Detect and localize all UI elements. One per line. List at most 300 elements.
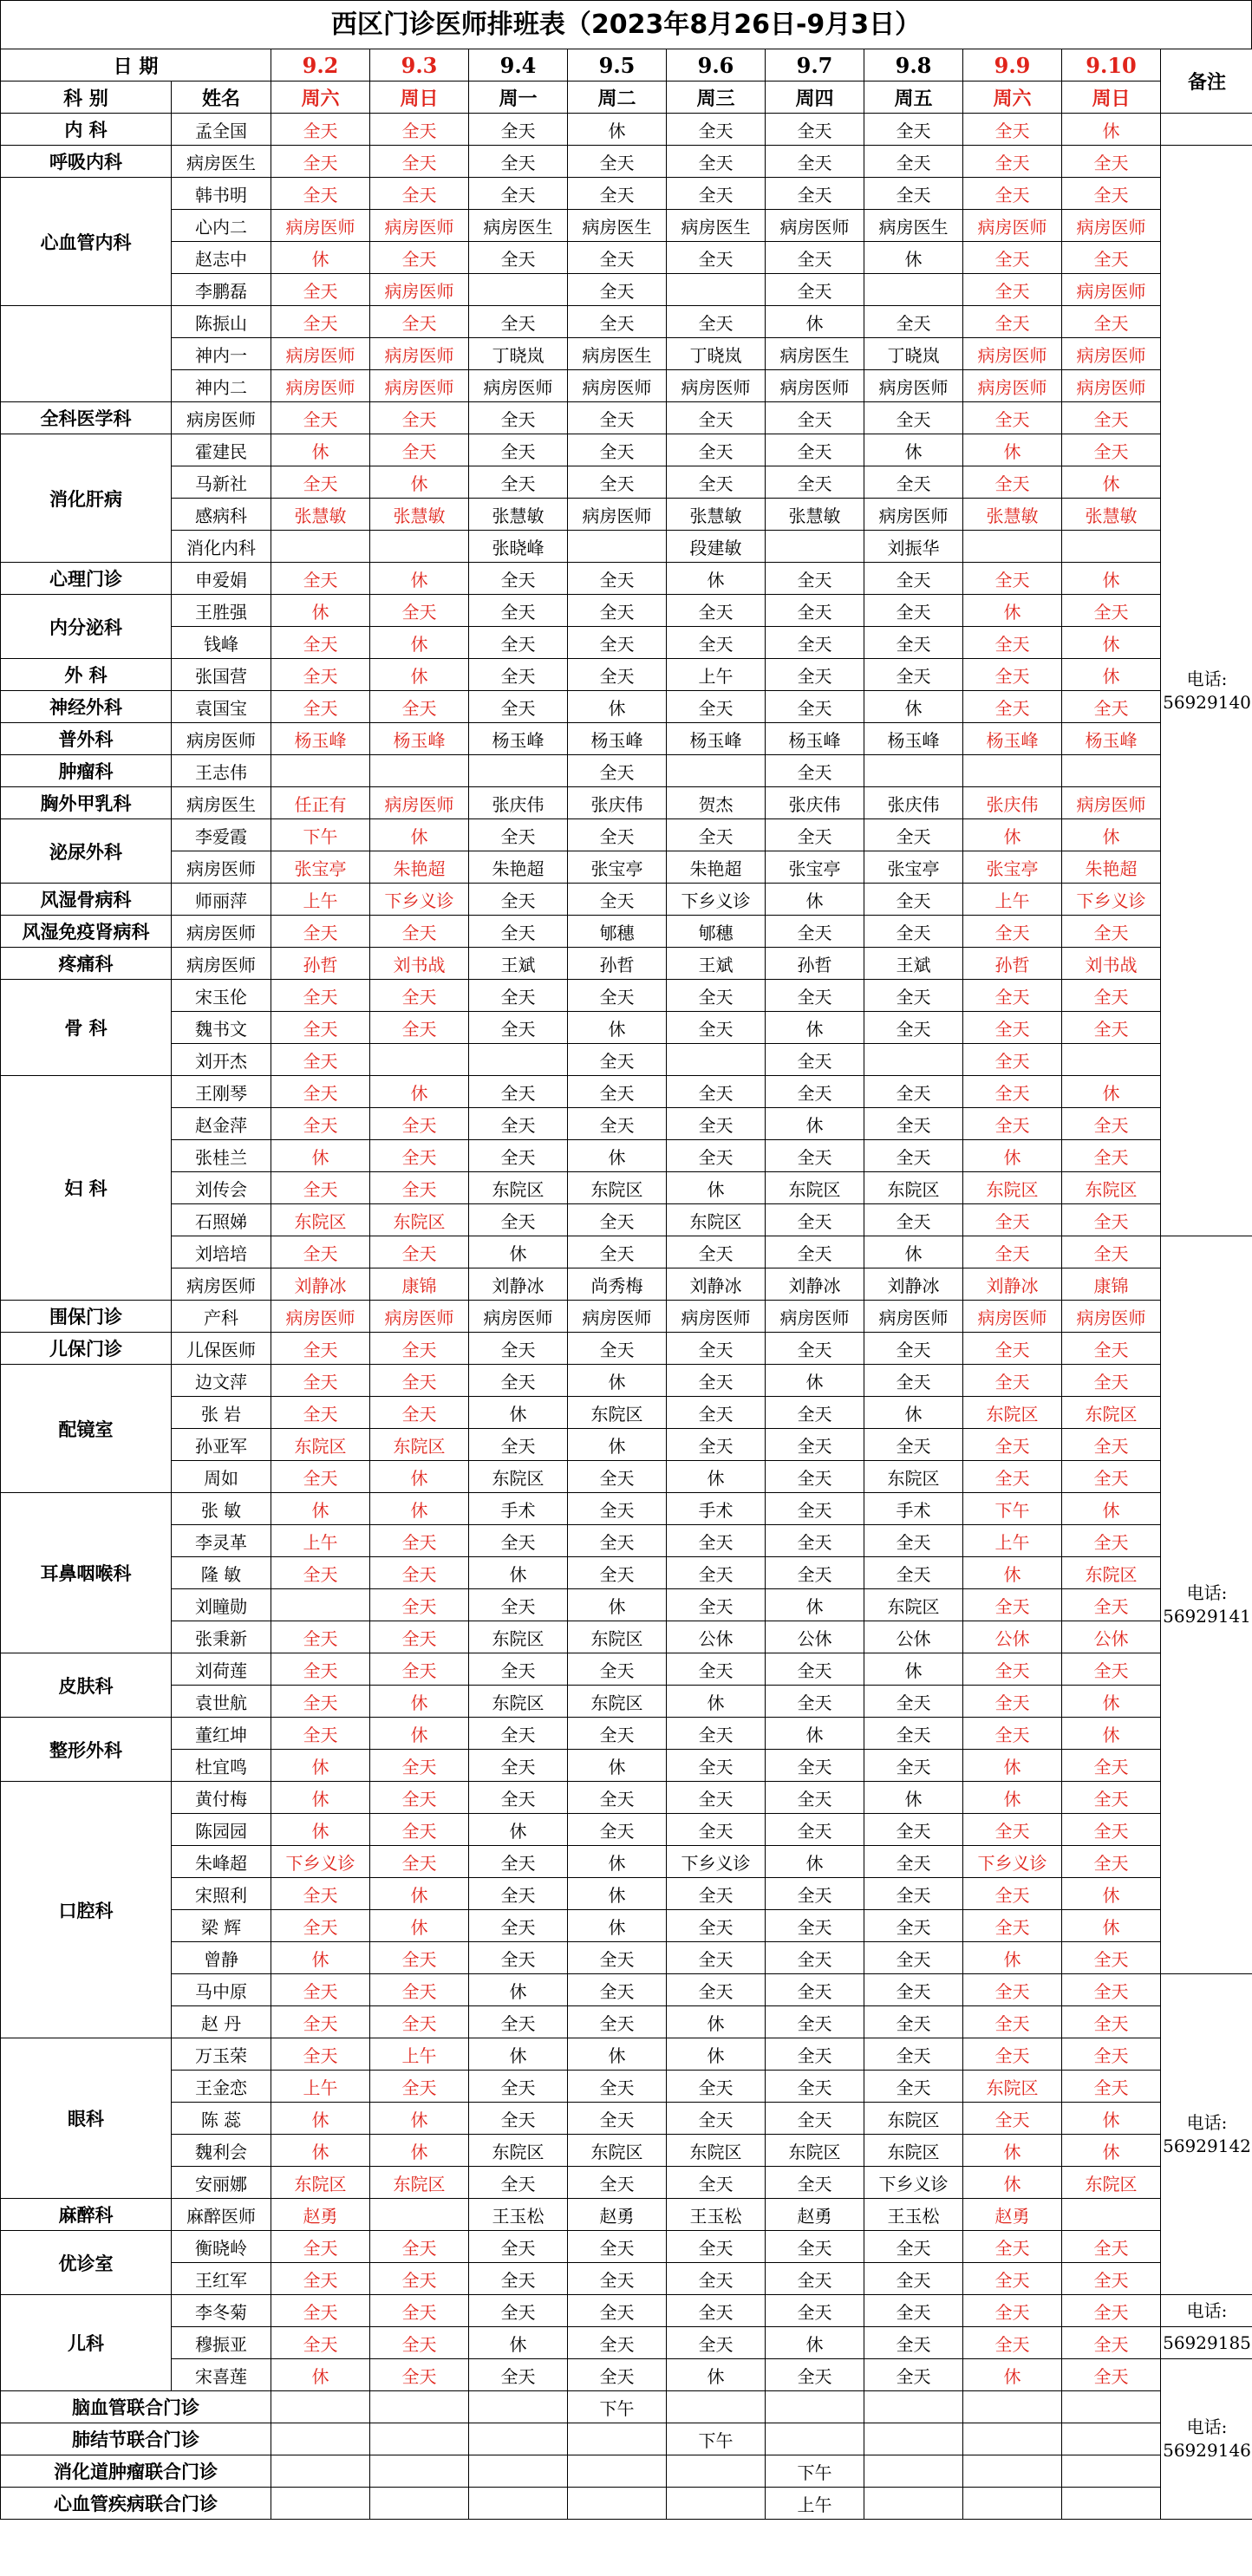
shift-cell: 全天	[469, 659, 568, 691]
shift-cell	[766, 531, 864, 563]
schedule-row	[1, 755, 1252, 787]
date-header: 9.3	[370, 49, 469, 82]
shift-cell: 全天	[766, 2295, 864, 2327]
shift-cell: 全天	[766, 1397, 864, 1429]
dept-name: 脑血管联合门诊	[1, 2391, 271, 2423]
shift-cell: 全天	[271, 114, 370, 146]
shift-cell: 全天	[864, 1750, 963, 1782]
shift-cell: 全天	[766, 2263, 864, 2295]
shift-cell: 全天	[568, 146, 667, 178]
shift-cell: 上午	[766, 2488, 864, 2520]
shift-cell: 全天	[469, 916, 568, 948]
shift-cell: 张晓峰	[469, 531, 568, 563]
shift-cell: 全天	[1062, 2231, 1161, 2263]
doctor-name: 刘培培	[172, 1236, 271, 1268]
shift-cell: 全天	[568, 563, 667, 595]
shift-cell: 东院区	[271, 1204, 370, 1236]
dept-label: 科 别	[1, 82, 172, 114]
doctor-name: 张 敏	[172, 1493, 271, 1525]
shift-cell: 全天	[766, 563, 864, 595]
dept-name: 麻醉科	[1, 2199, 172, 2231]
dept-name: 妇 科	[1, 1076, 172, 1301]
shift-cell	[469, 2391, 568, 2423]
schedule-row	[1, 1172, 1252, 1204]
shift-cell: 全天	[667, 1333, 766, 1365]
shift-cell: 全天	[1062, 178, 1161, 210]
shift-cell: 全天	[766, 1236, 864, 1268]
shift-cell: 东院区	[864, 1172, 963, 1204]
shift-cell: 全天	[1062, 242, 1161, 274]
shift-cell: 全天	[271, 1012, 370, 1044]
shift-cell: 全天	[370, 1557, 469, 1589]
weekday-header: 周日	[370, 82, 469, 114]
doctor-name: 申爱娟	[172, 563, 271, 595]
shift-cell: 下午	[766, 2455, 864, 2488]
doctor-name: 孙亚军	[172, 1429, 271, 1461]
shift-cell: 全天	[864, 2327, 963, 2359]
shift-cell	[963, 2455, 1062, 2488]
doctor-name: 消化内科	[172, 531, 271, 563]
shift-cell: 上午	[271, 884, 370, 916]
shift-cell: 休	[271, 2103, 370, 2135]
schedule-row	[1, 1750, 1252, 1782]
shift-cell: 杨玉峰	[1062, 723, 1161, 755]
shift-cell: 全天	[271, 1365, 370, 1397]
doctor-name: 心内二	[172, 210, 271, 242]
schedule-row	[1, 1236, 1252, 1268]
shift-cell	[864, 755, 963, 787]
shift-cell: 病房医师	[1062, 787, 1161, 819]
shift-cell: 刘静冰	[864, 1268, 963, 1301]
shift-cell: 病房医师	[568, 1301, 667, 1333]
shift-cell: 全天	[469, 2359, 568, 2391]
dept-name: 耳鼻咽喉科	[1, 1493, 172, 1653]
shift-cell: 东院区	[1062, 1557, 1161, 1589]
shift-cell: 全天	[766, 434, 864, 466]
shift-cell: 全天	[469, 691, 568, 723]
schedule-row	[1, 2423, 1252, 2455]
shift-cell: 全天	[469, 1012, 568, 1044]
shift-cell: 段建敏	[667, 531, 766, 563]
shift-cell: 全天	[271, 2295, 370, 2327]
shift-cell	[667, 2455, 766, 2488]
shift-cell	[963, 2423, 1062, 2455]
shift-cell: 全天	[370, 306, 469, 338]
shift-cell: 张宝亭	[963, 851, 1062, 884]
shift-cell: 全天	[469, 2263, 568, 2295]
shift-cell: 孙哲	[963, 948, 1062, 980]
schedule-row	[1, 563, 1252, 595]
shift-cell: 全天	[1062, 1750, 1161, 1782]
shift-cell: 全天	[667, 178, 766, 210]
shift-cell: 全天	[271, 980, 370, 1012]
shift-cell: 全天	[1062, 1204, 1161, 1236]
shift-cell: 全天	[568, 1718, 667, 1750]
shift-cell	[370, 2391, 469, 2423]
shift-cell	[667, 2488, 766, 2520]
shift-cell: 休	[469, 2038, 568, 2071]
shift-cell: 全天	[568, 1653, 667, 1686]
shift-cell: 全天	[469, 1750, 568, 1782]
shift-cell: 休	[766, 306, 864, 338]
shift-cell: 东院区	[766, 1172, 864, 1204]
schedule-row	[1, 2103, 1252, 2135]
shift-cell: 全天	[963, 1653, 1062, 1686]
shift-cell: 全天	[766, 1493, 864, 1525]
shift-cell: 全天	[1062, 2006, 1161, 2038]
shift-cell: 全天	[568, 1236, 667, 1268]
shift-cell: 休	[271, 1750, 370, 1782]
shift-cell: 全天	[864, 980, 963, 1012]
shift-cell: 张庆伟	[766, 787, 864, 819]
shift-cell: 全天	[667, 466, 766, 499]
shift-cell	[568, 531, 667, 563]
shift-cell: 赵勇	[568, 2199, 667, 2231]
shift-cell: 全天	[568, 1974, 667, 2006]
shift-cell: 全天	[469, 2103, 568, 2135]
shift-cell: 全天	[469, 2071, 568, 2103]
shift-cell: 全天	[370, 1172, 469, 1204]
shift-cell: 病房医师	[963, 1301, 1062, 1333]
shift-cell: 全天	[667, 306, 766, 338]
schedule-row	[1, 1493, 1252, 1525]
shift-cell: 病房医师	[271, 338, 370, 370]
shift-cell: 全天	[1062, 595, 1161, 627]
shift-cell: 休	[271, 242, 370, 274]
phone-number: 56929140	[1163, 691, 1251, 713]
name-label: 姓名	[172, 82, 271, 114]
schedule-row	[1, 2295, 1252, 2327]
shift-cell: 全天	[568, 1076, 667, 1108]
shift-cell: 全天	[864, 1012, 963, 1044]
doctor-name: 张秉新	[172, 1621, 271, 1653]
dept-name: 心血管疾病联合门诊	[1, 2488, 271, 2520]
shift-cell: 公休	[1062, 1621, 1161, 1653]
shift-cell: 全天	[271, 1718, 370, 1750]
doctor-name: 神内一	[172, 338, 271, 370]
shift-cell	[864, 2455, 963, 2488]
weekday-header: 周五	[864, 82, 963, 114]
shift-cell: 休	[667, 1686, 766, 1718]
shift-cell: 病房医师	[370, 1301, 469, 1333]
dept-name: 泌尿外科	[1, 819, 172, 884]
shift-cell: 病房医师	[864, 499, 963, 531]
shift-cell: 病房医师	[963, 210, 1062, 242]
date-label: 日 期	[1, 49, 271, 82]
doctor-name: 陈振山	[172, 306, 271, 338]
schedule-row	[1, 2038, 1252, 2071]
weekday-header: 周四	[766, 82, 864, 114]
date-header: 9.6	[667, 49, 766, 82]
shift-cell: 张慧敏	[766, 499, 864, 531]
shift-cell: 休	[864, 691, 963, 723]
shift-cell: 全天	[963, 1108, 1062, 1140]
shift-cell: 休	[370, 659, 469, 691]
shift-cell: 休	[568, 2038, 667, 2071]
shift-cell: 全天	[271, 146, 370, 178]
shift-cell: 休	[864, 1782, 963, 1814]
dept-name: 风湿免疫肾病科	[1, 916, 172, 948]
shift-cell: 全天	[667, 1653, 766, 1686]
shift-cell: 全天	[864, 2006, 963, 2038]
shift-cell: 全天	[667, 1365, 766, 1397]
shift-cell: 全天	[963, 691, 1062, 723]
phone-number: 56929142	[1163, 2135, 1251, 2156]
shift-cell: 休	[271, 2135, 370, 2167]
shift-cell: 全天	[667, 146, 766, 178]
shift-cell: 病房医师	[766, 1301, 864, 1333]
dept-name: 呼吸内科	[1, 146, 172, 178]
shift-cell: 全天	[271, 627, 370, 659]
shift-cell	[864, 2391, 963, 2423]
doctor-name: 神内二	[172, 370, 271, 402]
shift-cell: 休	[271, 434, 370, 466]
doctor-name: 安丽娜	[172, 2167, 271, 2199]
shift-cell: 全天	[667, 1012, 766, 1044]
shift-cell: 休	[864, 1653, 963, 1686]
shift-cell: 病房医师	[667, 1301, 766, 1333]
shift-cell: 休	[963, 1140, 1062, 1172]
dept-name: 整形外科	[1, 1718, 172, 1782]
shift-cell: 全天	[271, 178, 370, 210]
shift-cell: 休	[568, 1140, 667, 1172]
shift-cell: 全天	[963, 2327, 1062, 2359]
shift-cell: 病房医师	[271, 1301, 370, 1333]
shift-cell: 休	[766, 1718, 864, 1750]
schedule-row	[1, 1525, 1252, 1557]
date-header: 9.4	[469, 49, 568, 82]
shift-cell: 全天	[568, 2103, 667, 2135]
header-dates-row	[1, 49, 1252, 82]
shift-cell: 休	[766, 1846, 864, 1878]
doctor-name: 边文萍	[172, 1365, 271, 1397]
shift-cell: 张宝亭	[864, 851, 963, 884]
doctor-name: 宋喜莲	[172, 2359, 271, 2391]
doctor-name: 周如	[172, 1461, 271, 1493]
shift-cell: 全天	[469, 1589, 568, 1621]
shift-cell	[1062, 755, 1161, 787]
shift-cell: 全天	[667, 1140, 766, 1172]
shift-cell	[963, 531, 1062, 563]
shift-cell: 全天	[469, 595, 568, 627]
shift-cell: 休	[766, 884, 864, 916]
shift-cell: 休	[667, 1172, 766, 1204]
shift-cell: 全天	[1062, 2038, 1161, 2071]
shift-cell: 休	[370, 2103, 469, 2135]
shift-cell: 全天	[766, 1910, 864, 1942]
phone-remark	[1161, 2327, 1252, 2359]
shift-cell: 东院区	[1062, 1397, 1161, 1429]
shift-cell: 王玉松	[667, 2199, 766, 2231]
shift-cell: 全天	[568, 1204, 667, 1236]
shift-cell: 刘静冰	[469, 1268, 568, 1301]
doctor-name: 张国营	[172, 659, 271, 691]
shift-cell: 全天	[963, 916, 1062, 948]
shift-cell: 全天	[864, 2231, 963, 2263]
schedule-row	[1, 2455, 1252, 2488]
shift-cell: 病房医师	[568, 499, 667, 531]
shift-cell: 东院区	[864, 1589, 963, 1621]
shift-cell: 休	[271, 1140, 370, 1172]
shift-cell: 全天	[667, 1076, 766, 1108]
shift-cell: 休	[667, 2359, 766, 2391]
shift-cell: 全天	[864, 1429, 963, 1461]
shift-cell	[963, 755, 1062, 787]
shift-cell: 休	[1062, 1718, 1161, 1750]
shift-cell	[271, 2455, 370, 2488]
shift-cell: 全天	[1062, 2295, 1161, 2327]
shift-cell: 东院区	[469, 1621, 568, 1653]
shift-cell: 全天	[568, 2071, 667, 2103]
doctor-name: 袁国宝	[172, 691, 271, 723]
shift-cell: 全天	[568, 1557, 667, 1589]
shift-cell: 病房医师	[271, 370, 370, 402]
shift-cell	[469, 274, 568, 306]
shift-cell: 全天	[766, 466, 864, 499]
shift-cell: 全天	[667, 627, 766, 659]
schedule-row	[1, 851, 1252, 884]
schedule-row	[1, 2359, 1252, 2391]
shift-cell: 全天	[568, 1333, 667, 1365]
shift-cell: 病房医师	[766, 370, 864, 402]
shift-cell: 公休	[667, 1621, 766, 1653]
schedule-row	[1, 306, 1252, 338]
doctor-name: 袁世航	[172, 1686, 271, 1718]
shift-cell: 全天	[667, 980, 766, 1012]
shift-cell: 全天	[370, 2006, 469, 2038]
shift-cell: 全天	[370, 178, 469, 210]
shift-cell: 下乡义诊	[667, 884, 766, 916]
shift-cell: 全天	[963, 1365, 1062, 1397]
shift-cell: 全天	[963, 980, 1062, 1012]
shift-cell: 全天	[766, 980, 864, 1012]
shift-cell: 休	[568, 1429, 667, 1461]
dept-name: 眼科	[1, 2038, 172, 2199]
doctor-name: 陈园园	[172, 1814, 271, 1846]
doctor-name: 王红军	[172, 2263, 271, 2295]
schedule-row	[1, 242, 1252, 274]
doctor-name: 刘开杰	[172, 1044, 271, 1076]
shift-cell: 全天	[766, 1942, 864, 1974]
schedule-row	[1, 1942, 1252, 1974]
shift-cell: 全天	[667, 595, 766, 627]
shift-cell: 全天	[963, 1044, 1062, 1076]
shift-cell: 孙哲	[271, 948, 370, 980]
shift-cell: 全天	[766, 1076, 864, 1108]
doctor-name: 产科	[172, 1301, 271, 1333]
shift-cell: 全天	[370, 980, 469, 1012]
shift-cell: 全天	[864, 1140, 963, 1172]
shift-cell: 全天	[963, 2006, 1062, 2038]
shift-cell: 全天	[370, 1333, 469, 1365]
shift-cell: 下午	[667, 2423, 766, 2455]
shift-cell: 全天	[864, 1974, 963, 2006]
shift-cell: 全天	[667, 1557, 766, 1589]
doctor-name: 李冬菊	[172, 2295, 271, 2327]
schedule-row	[1, 434, 1252, 466]
shift-cell: 休	[1062, 1686, 1161, 1718]
doctor-name: 穆振亚	[172, 2327, 271, 2359]
shift-cell: 病房医生	[568, 338, 667, 370]
shift-cell: 休	[568, 1750, 667, 1782]
schedule-row	[1, 178, 1252, 210]
header-weekdays-row	[1, 82, 1252, 114]
shift-cell: 全天	[667, 1429, 766, 1461]
date-header: 9.10	[1062, 49, 1161, 82]
phone-number: 56929141	[1163, 1606, 1251, 1627]
shift-cell: 全天	[568, 466, 667, 499]
shift-cell: 全天	[568, 1108, 667, 1140]
shift-cell: 休	[1062, 1910, 1161, 1942]
shift-cell: 全天	[766, 1653, 864, 1686]
shift-cell: 孙哲	[568, 948, 667, 980]
shift-cell: 全天	[1062, 1012, 1161, 1044]
shift-cell: 全天	[370, 2071, 469, 2103]
schedule-row	[1, 146, 1252, 178]
doctor-name: 儿保医师	[172, 1333, 271, 1365]
shift-cell: 休	[568, 1589, 667, 1621]
shift-cell: 全天	[963, 659, 1062, 691]
shift-cell: 全天	[568, 1461, 667, 1493]
schedule-row	[1, 1686, 1252, 1718]
shift-cell: 全天	[766, 1140, 864, 1172]
shift-cell: 全天	[568, 274, 667, 306]
schedule-row	[1, 1461, 1252, 1493]
shift-cell: 休	[963, 2167, 1062, 2199]
shift-cell: 全天	[864, 819, 963, 851]
shift-cell: 刘书战	[1062, 948, 1161, 980]
shift-cell: 全天	[469, 114, 568, 146]
shift-cell: 张慧敏	[963, 499, 1062, 531]
shift-cell: 全天	[766, 691, 864, 723]
shift-cell: 全天	[271, 466, 370, 499]
shift-cell: 全天	[469, 563, 568, 595]
schedule-row	[1, 1429, 1252, 1461]
shift-cell: 全天	[271, 1172, 370, 1204]
shift-cell	[1062, 2455, 1161, 2488]
dept-name: 心理门诊	[1, 563, 172, 595]
shift-cell: 下午	[271, 819, 370, 851]
schedule-row	[1, 1301, 1252, 1333]
shift-cell: 朱艳超	[667, 851, 766, 884]
shift-cell: 东院区	[864, 2103, 963, 2135]
shift-cell: 休	[1062, 1878, 1161, 1910]
shift-cell: 刘静冰	[766, 1268, 864, 1301]
date-header: 9.2	[271, 49, 370, 82]
shift-cell	[469, 2488, 568, 2520]
shift-cell: 全天	[864, 1910, 963, 1942]
shift-cell: 全天	[370, 1814, 469, 1846]
schedule-row	[1, 531, 1252, 563]
schedule-row	[1, 595, 1252, 627]
schedule-row	[1, 1268, 1252, 1301]
dept-name: 儿科	[1, 2295, 172, 2391]
shift-cell: 休	[370, 1076, 469, 1108]
shift-cell: 张宝亭	[766, 851, 864, 884]
shift-cell: 全天	[667, 1397, 766, 1429]
schedule-row	[1, 1012, 1252, 1044]
shift-cell: 休	[963, 1557, 1062, 1589]
shift-cell: 全天	[766, 627, 864, 659]
shift-cell	[667, 2391, 766, 2423]
shift-cell: 东院区	[469, 1172, 568, 1204]
shift-cell: 刘书战	[370, 948, 469, 980]
shift-cell: 杨玉峰	[271, 723, 370, 755]
shift-cell: 全天	[766, 2231, 864, 2263]
shift-cell: 全天	[864, 1204, 963, 1236]
phone-remark	[1161, 1974, 1252, 2295]
shift-cell	[766, 2423, 864, 2455]
